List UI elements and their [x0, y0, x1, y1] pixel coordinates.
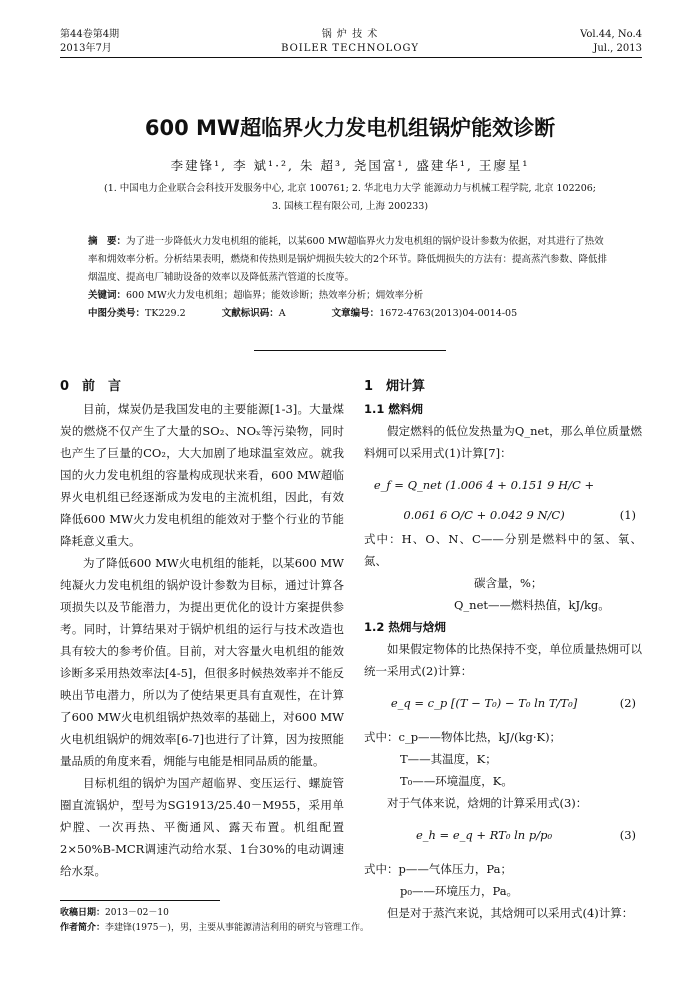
- author-bio-text: 李建锋(1975－)，男，主要从事能源清洁利用的研究与管理工作。: [105, 923, 369, 933]
- equation-1a: [364, 464, 642, 494]
- definition: T——其温度，K；: [400, 752, 497, 766]
- section-0-heading: 0 前 言: [60, 379, 122, 394]
- author-bio: [60, 921, 369, 936]
- keywords-text: 600 MW火力发电机组；超临界；能效诊断；热效率分析；㶲效率分析: [126, 290, 424, 301]
- equation-2-body: e_q = c_p [(T − T₀) − T₀ ln T/T₀]: [390, 696, 578, 710]
- journal-en: BOILER TECHNOLOGY: [281, 43, 419, 54]
- definition: T₀——环境温度，K。: [400, 774, 513, 788]
- doc-value: A: [278, 308, 286, 319]
- affiliations: [60, 180, 640, 216]
- affiliation-line-2: 3. 国核工程有限公司, 上海 200233): [271, 201, 429, 212]
- definition: p₀——环境压力，Pa。: [400, 884, 519, 898]
- equation-1-line-2: 0.061 6 O/C + 0.042 9 N/C): [403, 508, 565, 522]
- abstract-text: 为了进一步降低火力发电机组的能耗，以某600 MW超临界火力发电机组的锅炉设计参数为依据，对其进行了热效率和㶲效率分析。分析结果表明，燃烧和传热则是锅炉㶲损失较大的2个环节。降低㶲损失的方法有：提高蒸汽参数、降低排烟温度、提高电厂辅助设备的效率以及降低蒸汽管道的长度等。: [88, 236, 608, 283]
- section-1-1-heading: 1.1 燃料㶲: [364, 402, 423, 416]
- header-rule: [60, 57, 642, 58]
- article-value: 1672-4763(2013)04-0014-05: [379, 308, 518, 319]
- equation-1-number: (1): [619, 508, 636, 522]
- volume-en: Vol.44, No.4: [580, 29, 642, 40]
- footnote: [60, 906, 369, 936]
- definition: 碳含量，%；: [474, 576, 543, 590]
- equation-3-body: e_h = e_q + RT₀ ln p/p₀: [415, 828, 553, 842]
- definition: 式中：c_p——物体比热，kJ/(kg·K)；: [364, 730, 562, 744]
- equation-1-line-1: e_f = Q_net (1.006 4 + 0.151 9 H/C +: [373, 478, 595, 492]
- left-column: [60, 376, 344, 882]
- equation-2-number: (2): [619, 696, 636, 710]
- abstract-separator: [254, 350, 446, 351]
- equation-3: [364, 814, 642, 858]
- doc-label: 文献标识码：: [221, 308, 279, 319]
- paragraph: 对于气体来说，焓㶲的计算采用式(3)：: [387, 796, 588, 810]
- equation-1b: [364, 494, 642, 528]
- clc-value: TK229.2: [145, 308, 186, 319]
- section-1-2-heading: 1.2 热㶲与焓㶲: [364, 620, 446, 634]
- paragraph: 假定燃料的低位发热量为Q_net，那么单位质量燃料㶲可以采用式(1)计算[7]：: [364, 424, 642, 460]
- paragraph: 但是对于蒸汽来说，其焓㶲可以采用式(4)计算：: [387, 906, 634, 920]
- definition: Q_net——燃料热值，kJ/kg。: [454, 598, 610, 612]
- definition: 式中：p——气体压力，Pa；: [364, 862, 512, 876]
- paper-title: 600 MW超临界火力发电机组锅炉能效诊断: [144, 116, 556, 140]
- equation-2-definitions: [364, 726, 642, 792]
- journal-cn: 锅 炉 技 术: [321, 29, 379, 40]
- equation-2: [364, 682, 642, 726]
- footnote-rule: [60, 900, 220, 901]
- abstract-label: 摘 要：: [88, 236, 127, 247]
- equation-3-definitions: [364, 858, 642, 902]
- keywords: [88, 287, 612, 305]
- keywords-label: 关键词：: [88, 290, 127, 301]
- paragraph: 如果假定物体的比热保持不变，单位质量热㶲可以统一采用式(2)计算：: [364, 642, 642, 678]
- abstract-block: [88, 233, 612, 323]
- paragraph: 目前，煤炭仍是我国发电的主要能源[1-3]。大量煤炭的燃烧不仅产生了大量的SO₂、NOₓ等污染物，同时也产生了巨量的CO₂，大大加剧了地球温室效应。就我国的火力发电机组的容量构成现状来看，600 MW超临界火电机组已经逐渐成为发电的主流机组，因此，有效降低600 MW火力发电机组的能效对于整个行业的节能降耗意义重大。: [60, 402, 344, 548]
- header-right: [580, 28, 642, 56]
- equation-3-number: (3): [619, 828, 636, 842]
- date-cn: 2013年7月: [60, 43, 112, 54]
- authors: 李建锋¹, 李 斌¹·², 朱 超³, 尧国富¹, 盛建华¹, 王廖星¹: [170, 158, 530, 173]
- right-column: [364, 376, 642, 924]
- paragraph: 为了降低600 MW火电机组的能耗，以某600 MW纯凝火力发电机组的锅炉设计参数为目标，通过计算各项损失以及节能潜力，为提出更优化的设计方案提供参考。同时，计算结果对于锅炉机组的运行与技术改造也具有较大的参考价值。目前，对大容量火电机组的能效诊断多采用热效率法[4-5]，但很多时候热效率并不能反映出节电潜力，所以为了使结果更具有直观性，在计算了600 MW火电机组锅炉热效率的基础上，对600 MW火电机组锅炉的㶲效率[6-7]也进行了计算，因为按照能量品质的角度来看，㶲能与电能是相同品质的能量。: [60, 556, 344, 768]
- definition: 式中：H、O、N、C——分别是燃料中的氢、氧、氮、: [364, 532, 642, 568]
- classification: [88, 305, 612, 323]
- volume-cn: 第44卷第4期: [60, 29, 120, 40]
- article-label: 文章编号：: [331, 308, 380, 319]
- date-en: Jul., 2013: [593, 43, 642, 54]
- abstract: [88, 233, 612, 287]
- equation-1-definitions: [364, 528, 642, 616]
- section-1-heading: 1 㶲计算: [364, 379, 426, 394]
- received-value: 2013－02－10: [105, 908, 169, 918]
- author-bio-label: 作者简介：: [60, 923, 106, 933]
- paragraph: 目标机组的锅炉为国产超临界、变压运行、螺旋管圈直流锅炉，型号为SG1913/25.40－M955，采用单炉膛、一次再热、平衡通风、露天布置。机组配置2×50%B-MCR调速汽动给水泵、1台30%的电动调速给水泵。: [60, 776, 344, 878]
- received-label: 收稿日期：: [60, 908, 106, 918]
- received-date: [60, 906, 369, 921]
- clc-label: 中图分类号：: [88, 308, 146, 319]
- affiliation-line-1: (1. 中国电力企业联合会科技开发服务中心, 北京 100761; 2. 华北电力大学 能源动力与机械工程学院, 北京 102206;: [104, 183, 596, 194]
